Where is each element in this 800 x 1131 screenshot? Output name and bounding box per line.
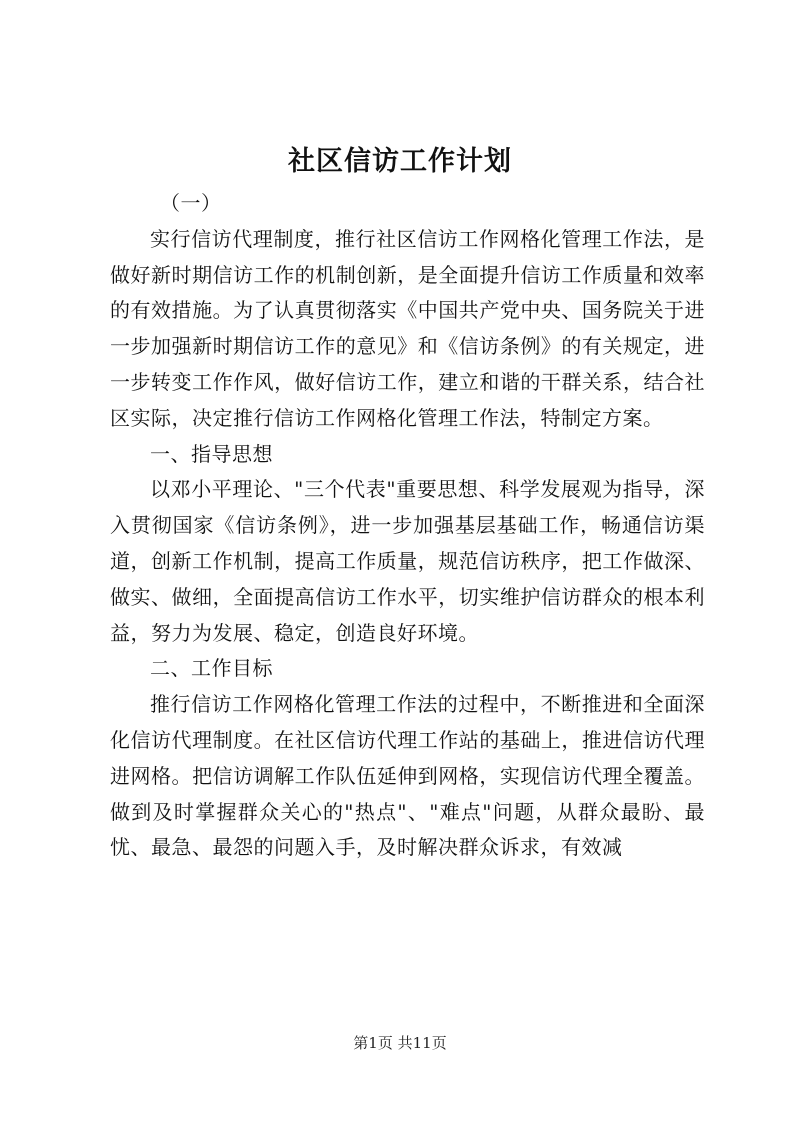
intro-paragraph: 实行信访代理制度，推行社区信访工作网格化管理工作法，是做好新时期信访工作的机制创新，是全面提升信访工作质量和效率的有效措施。为了认真贯彻落实《中国共产党中央、国务院关于进一步加强新时期信访工作的意见》和《信访条例》的有关规定，进一步转变工作作风，做好信访工作，建立和谐的干群关系，结合社区实际，决定推行信访工作网格化管理工作法，特制定方案。 (110, 226, 705, 430)
work-goals-paragraph: 推行信访工作网格化管理工作法的过程中，不断推进和全面深化信访代理制度。在社区信访代理工作站的基础上，推进信访代理进网格。把信访调解工作队伍延伸到网格，实现信访代理全覆盖。做到及时掌握群众关心的"热点"、"难点"问题，从群众最盼、最忧、最急、最怨的问题入手，及时解决群众诉求，有效减 (110, 692, 705, 860)
section-number: （一） (160, 191, 222, 215)
page-footer: 第1页 共11页 (353, 1034, 447, 1052)
document-body (110, 186, 705, 866)
guiding-ideology-paragraph: 以邓小平理论、"三个代表"重要思想、科学发展观为指导，深入贯彻国家《信访条例》，进一步加强基层基础工作，畅通信访渠道，创新工作机制，提高工作质量，规范信访秩序，把工作做深、做实、做细，全面提高信访工作水平，切实维护信访群众的根本利益，努力为发展、稳定，创造良好环境。 (110, 477, 705, 645)
heading-work-goals: 二、工作目标 (150, 656, 273, 681)
document-title: 社区信访工作计划 (288, 146, 512, 177)
heading-guiding-ideology: 一、指导思想 (150, 441, 273, 466)
